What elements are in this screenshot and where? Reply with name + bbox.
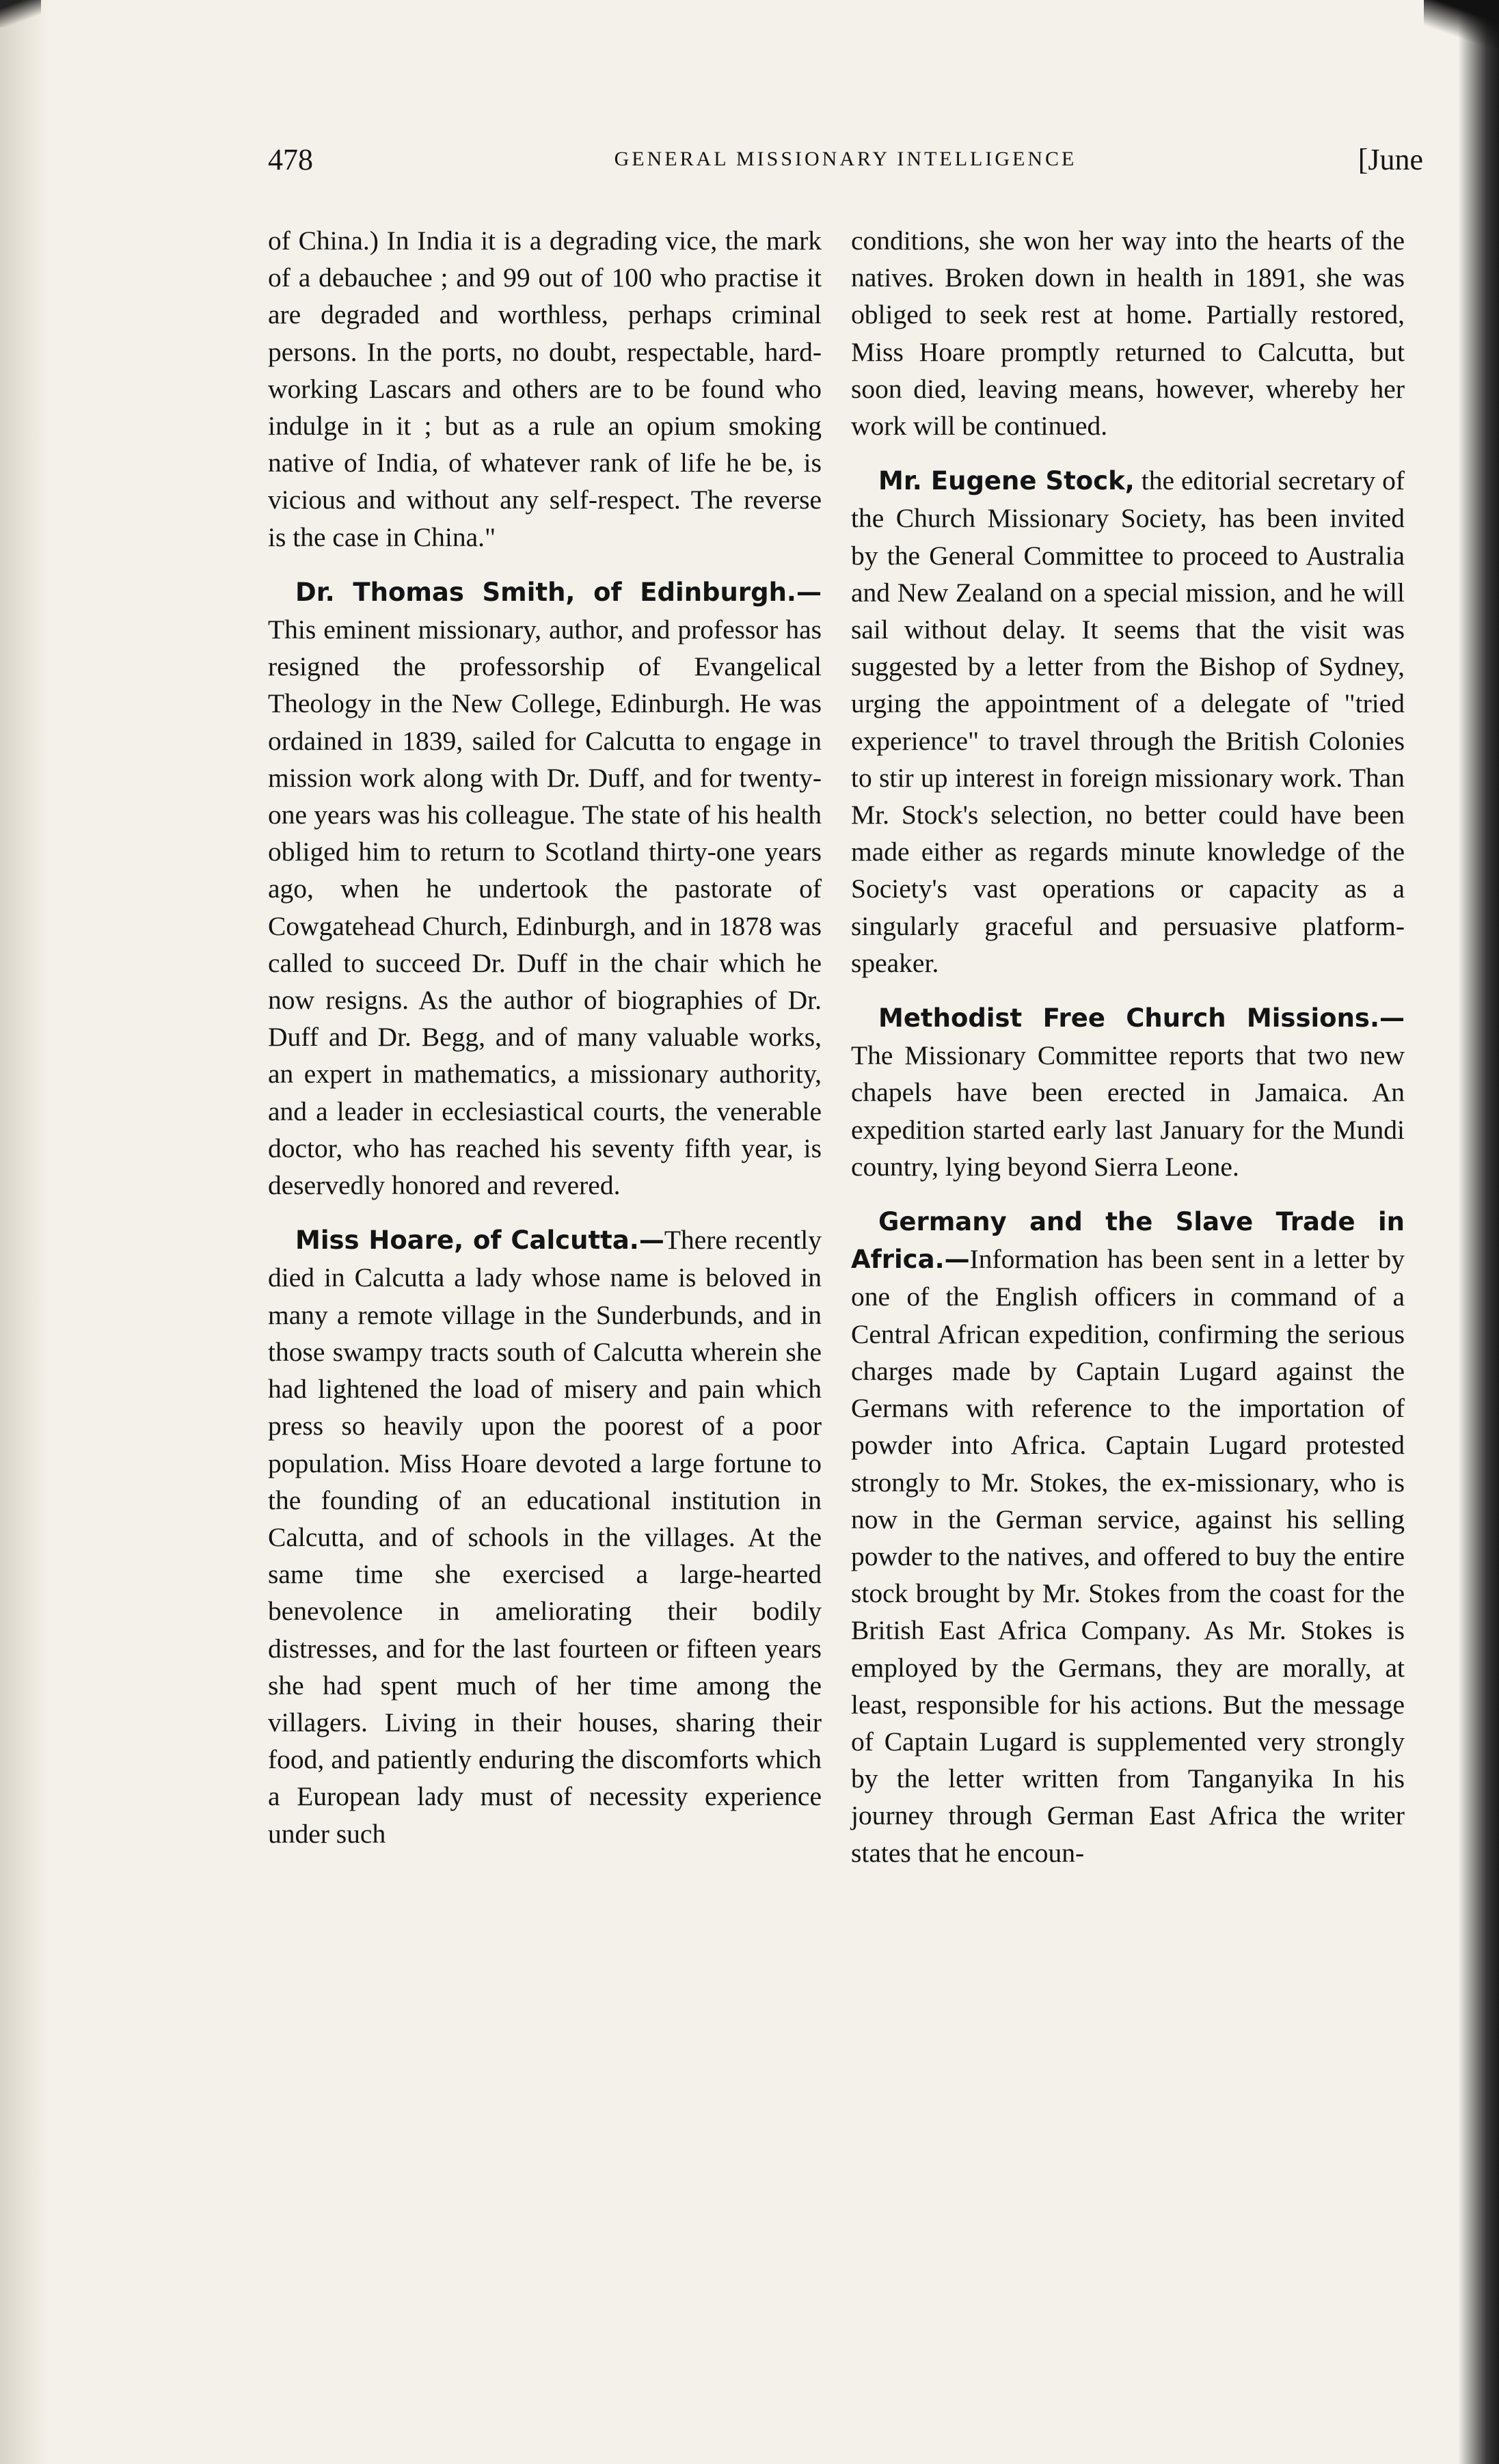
paragraph-text: The Missionary Committee reports that two new chapels have been erected in Jamaica. An expedition started early last January for the Mundi country, lying beyond Sierra Leone.: [851, 1040, 1405, 1182]
section-heading: Methodist Free Church Missions.—: [878, 1003, 1405, 1033]
page-gutter-shadow: [0, 0, 48, 2464]
paragraph-text: This eminent missionary, author, and professor has resigned the professorship of Evangelical Theology in the New College, Edinburgh. He was ordained in 1839, sailed for Calcutta to engage in mission work along with Dr. Duff, and for twenty-one years was his colleague. The state of his health obliged him to return to Scotland thirty-one years ago, when he undertook the pastorate of Cowgatehead Church, Edinburgh, and in 1878 was called to succeed Dr. Duff in the chair which he now resigns. As the author of biographies of Dr. Duff and Dr. Begg, and of many valuable works, an expert in mathematics, a missionary authority, and a leader in ecclesiastical courts, the venerable doctor, who has reached his seventy fifth year, is deservedly honored and revered.: [268, 614, 822, 1201]
paragraph-text: the editorial secretary of the Church Missionary Society, has been invited by the General Committee to proceed to Australia and New Zealand on a special mission, and he will sail without delay. It seems that the visit was suggested by a letter from the Bishop of Sydney, urging the appointment of a delegate of "tried experience" to travel through the British Colonies to stir up interest in foreign missionary work. Than Mr. Stock's selection, no better could have been made either as regards minute knowledge of the Society's vast operations or capacity as a singularly graceful and persuasive platform-speaker.: [851, 465, 1405, 978]
paragraph-text: There recently died in Calcutta a lady whose name is beloved in many a remote village in the Sunderbunds, and in those swampy tracts south of Calcutta wherein she had lightened the load of misery and pain which press so heavily upon the poorest of a poor population. Miss Hoare devoted a large fortune to the founding of an educational institution in Calcutta, and of schools in the villages. At the same time she exercised a large-hearted benevolence in ameliorating their bodily distresses, and for the last fourteen or fifteen years she had spent much of her time among the villagers. Living in their houses, sharing their food, and patiently enduring the discomforts which a European lady must of necessity experience under such: [268, 1225, 822, 1849]
section-heading: Dr. Thomas Smith, of Edinburgh.—: [295, 577, 822, 607]
right-column: [851, 222, 1405, 1871]
paragraph-text: of China.) In India it is a degrading vice, the mark of a debauchee ; and 99 out of 100 who practise it are degraded and worthless, perhaps criminal persons. In the ports, no doubt, respectable, hard-working Lascars and others are to be found who indulge in it ; but as a rule an opium smoking native of India, of whatever rank of life he be, is vicious and without any self-respect. The reverse is the case in China.": [268, 226, 822, 552]
section-heading: Germany and the Slave Trade in Africa.—: [851, 1207, 1405, 1275]
page-corner-shadow: [1424, 0, 1499, 48]
paragraph-miss-hoare-continued: [851, 222, 1405, 444]
page-corner-shadow-left: [0, 0, 41, 27]
left-column: [268, 222, 822, 1852]
paragraph-opium-continued: [268, 222, 822, 556]
paragraph-eugene-stock: [851, 462, 1405, 981]
section-heading: Miss Hoare, of Calcutta.—: [295, 1226, 664, 1256]
paragraph-methodist-free-church: [851, 999, 1405, 1185]
paragraph-text: Information has been sent in a letter by one of the English officers in command of a Central African expedition, confirming the serious charges made by Captain Lugard against the Germans with reference to the importation of powder into Africa. Captain Lugard protested strongly to Mr. Stokes, the ex-missionary, who is now in the German service, against his selling powder to the natives, and offered to buy the entire stock brought by Mr. Stokes from the coast for the British East Africa Company. As Mr. Stokes is employed by the Germans, they are morally, at least, responsible for his actions. But the message of Captain Lugard is supplemented very strongly by the letter written from Tanganyika In his journey through German East Africa the writer states that he encoun-: [851, 1244, 1405, 1868]
paragraph-germany-slave-trade: [851, 1203, 1405, 1871]
page-edge-shadow: [1458, 0, 1499, 2464]
page-number: 478: [268, 143, 313, 176]
paragraph-text: conditions, she won her way into the hearts of the natives. Broken down in health in 1891, she was obliged to seek rest at home. Partially restored, Miss Hoare promptly returned to Calcutta, but soon died, leaving means, however, whereby her work will be continued.: [851, 226, 1405, 442]
paragraph-miss-hoare: [268, 1221, 822, 1852]
section-heading: Mr. Eugene Stock,: [878, 466, 1135, 496]
page-header: [268, 142, 1423, 183]
paragraph-thomas-smith: [268, 573, 822, 1204]
running-head: GENERAL MISSIONARY INTELLIGENCE: [614, 148, 1077, 170]
issue-month: [June: [1358, 143, 1423, 176]
